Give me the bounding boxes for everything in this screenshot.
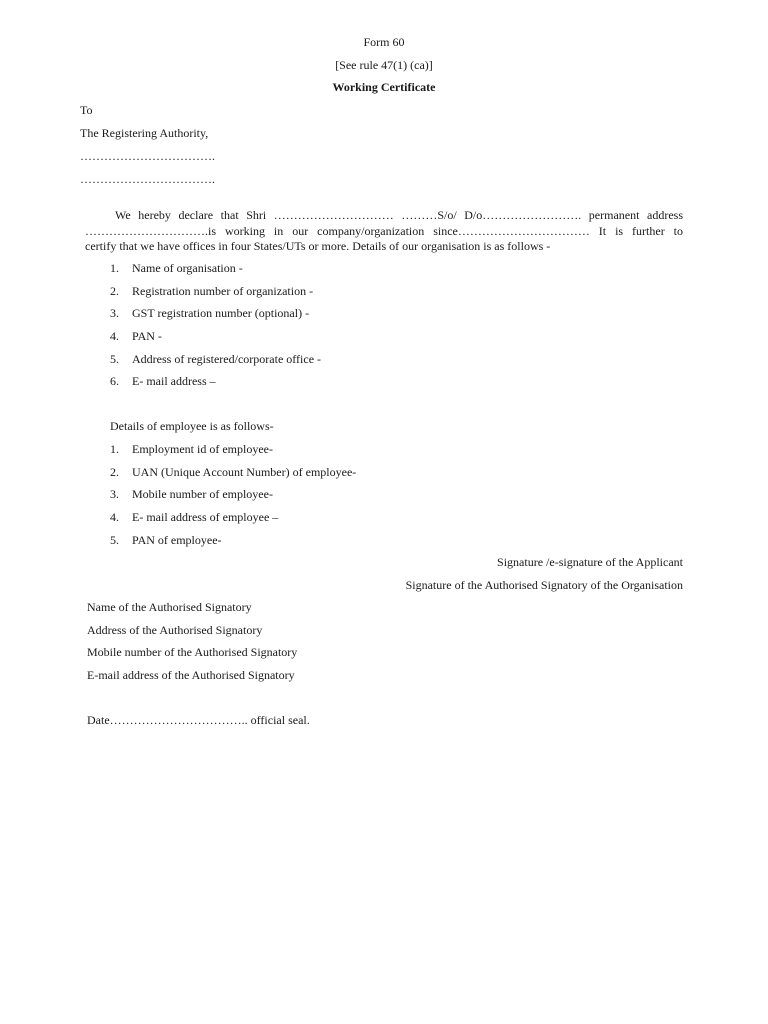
item-number: 4. <box>110 329 119 343</box>
item-number: 6. <box>110 374 119 388</box>
item-number: 2. <box>110 465 119 479</box>
signatory-address-label: Address of the Authorised Signatory <box>87 623 263 637</box>
item-text: E- mail address – <box>132 374 216 388</box>
item-text: Mobile number of employee- <box>132 487 273 501</box>
item-number: 5. <box>110 352 119 366</box>
item-text: PAN - <box>132 329 162 343</box>
employee-details-heading: Details of employee is as follows- <box>110 419 274 433</box>
item-number: 2. <box>110 284 119 298</box>
document-title: Working Certificate <box>332 80 436 94</box>
authorised-signature-label: Signature of the Authorised Signatory of the Organisation <box>405 578 683 592</box>
rule-reference: [See rule 47(1) (ca)] <box>335 58 433 72</box>
declaration-line-1: We hereby declare that Shri ………………………… ………S/o/ D/o……………………. permanent address <box>115 208 683 222</box>
item-number: 1. <box>110 261 119 275</box>
declaration-line-3: certify that we have offices in four States/UTs or more. Details of our organisation is as follows - <box>85 239 551 253</box>
item-number: 4. <box>110 510 119 524</box>
item-text: Employment id of employee- <box>132 442 273 456</box>
signatory-email-label: E-mail address of the Authorised Signatory <box>87 668 295 682</box>
item-number: 5. <box>110 533 119 547</box>
item-number: 3. <box>110 487 119 501</box>
addressee-authority: The Registering Authority, <box>80 126 209 140</box>
item-number: 3. <box>110 306 119 320</box>
form-number: Form 60 <box>363 35 405 49</box>
item-text: Name of organisation - <box>132 261 243 275</box>
item-text: UAN (Unique Account Number) of employee- <box>132 465 357 479</box>
signatory-mobile-label: Mobile number of the Authorised Signatory <box>87 645 298 659</box>
applicant-signature-label: Signature /e-signature of the Applicant <box>497 555 683 569</box>
addressee-blank-line-1: ……………………………. <box>80 149 215 163</box>
item-text: Registration number of organization - <box>132 284 314 298</box>
addressee-blank-line-2: ……………………………. <box>80 172 215 186</box>
item-number: 1. <box>110 442 119 456</box>
item-text: E- mail address of employee – <box>132 510 279 524</box>
signatory-name-label: Name of the Authorised Signatory <box>87 600 252 614</box>
addressee-to: To <box>80 103 93 117</box>
item-text: Address of registered/corporate office - <box>132 352 322 366</box>
item-text: PAN of employee- <box>132 533 222 547</box>
declaration-line-2: ………………………….is working in our company/organization since…………………………… It is further to <box>85 224 683 238</box>
item-text: GST registration number (optional) - <box>132 306 310 320</box>
date-and-official-seal: Date…………………………….. official seal. <box>87 713 310 727</box>
